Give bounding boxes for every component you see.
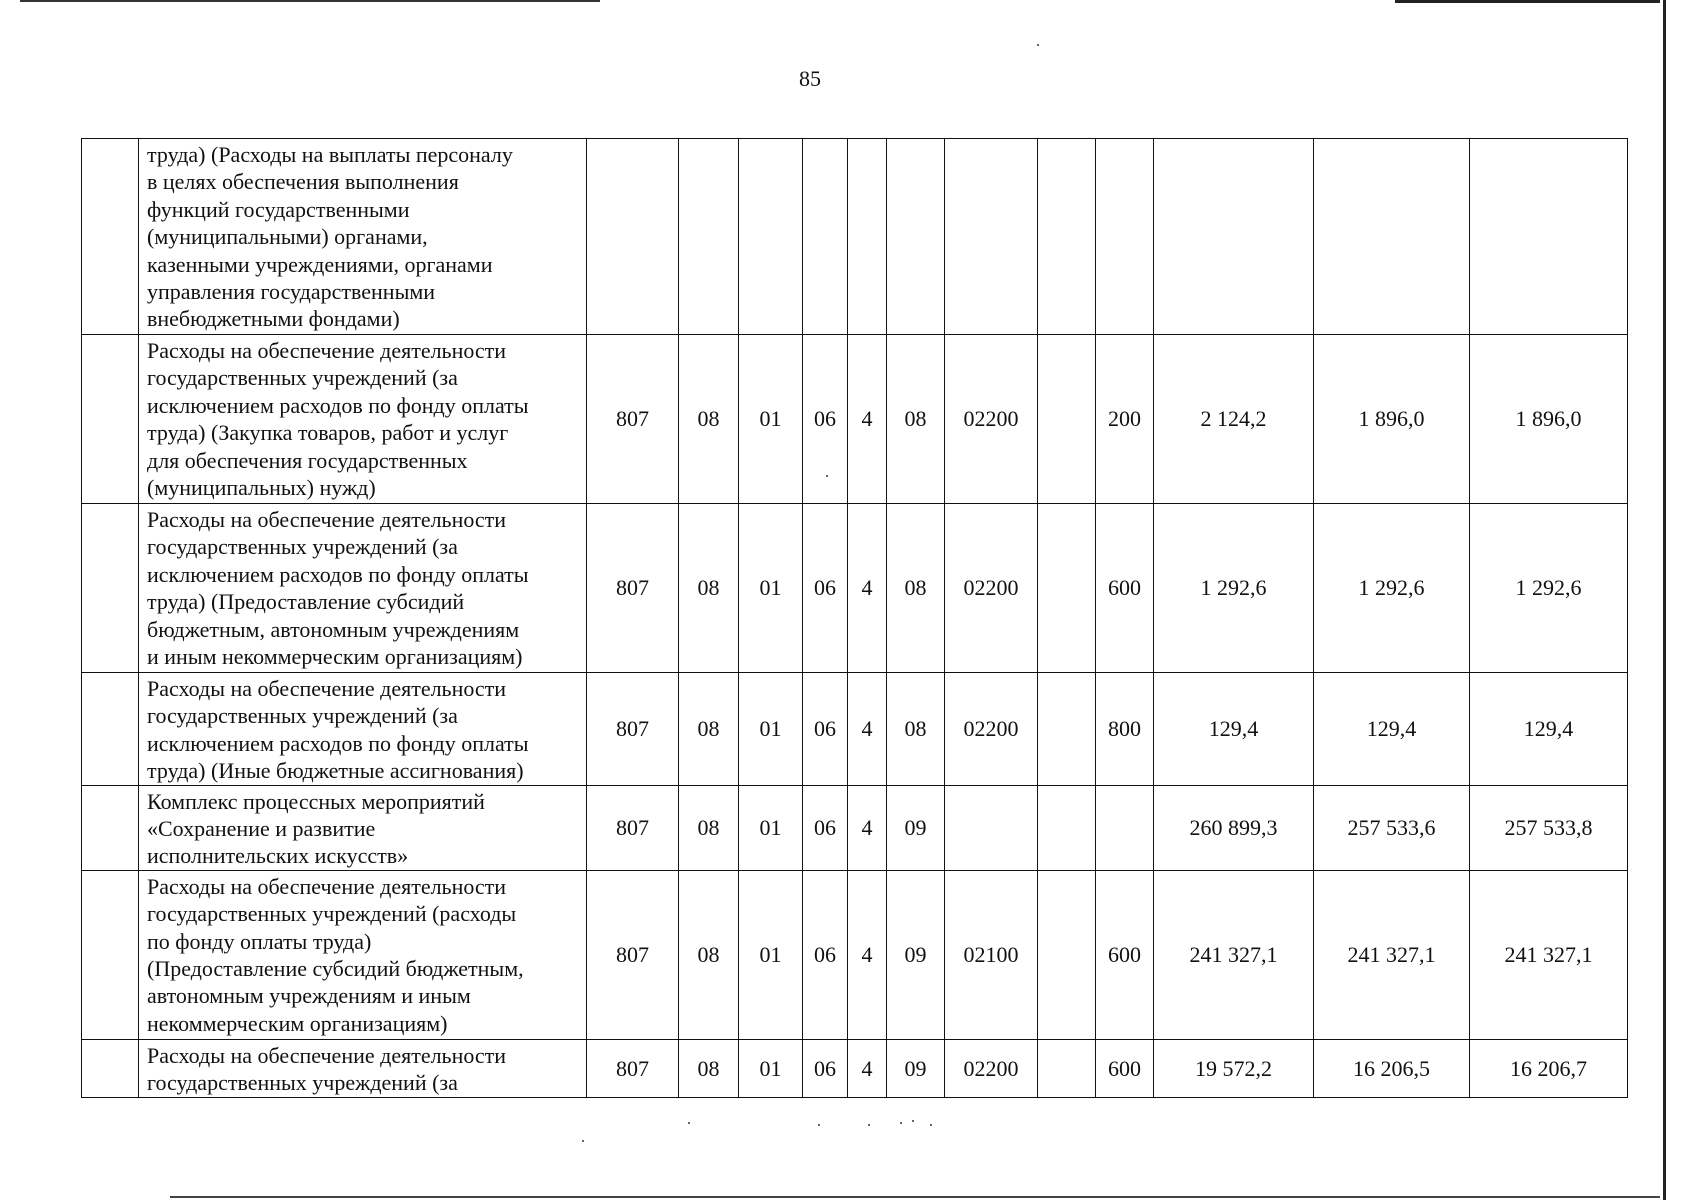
budget-table (81, 138, 1628, 1098)
code-cell: 08 (679, 1039, 739, 1097)
code-cell: 600 (1096, 870, 1154, 1039)
code-cell: 06 (803, 504, 848, 673)
amount-cell: 1 292,6 (1314, 504, 1470, 673)
code-cell: 06 (803, 870, 848, 1039)
row-number-cell (82, 785, 139, 870)
code-cell: 09 (887, 1039, 945, 1097)
code-cell: 807 (587, 673, 679, 786)
code-cell: 4 (848, 335, 887, 504)
code-cell: 02200 (945, 335, 1038, 504)
amount-cell: 257 533,6 (1314, 785, 1470, 870)
scan-speck (912, 1120, 914, 1122)
amount-cell: 257 533,8 (1470, 785, 1628, 870)
code-cell: 02200 (945, 504, 1038, 673)
amount-cell: 241 327,1 (1470, 870, 1628, 1039)
table-row (82, 1039, 1628, 1097)
amount-cell: 241 327,1 (1154, 870, 1314, 1039)
description-cell: Расходы на обеспечение деятельности государственных учреждений (за исключением расходов по фонду оплаты труда) (Закупка товаров, работ и услуг для обеспечения государственных (муниципальных) нужд) (139, 335, 587, 504)
scan-edge-top-left (20, 0, 600, 2)
code-cell: 01 (739, 870, 803, 1039)
amount-cell: 1 896,0 (1470, 335, 1628, 504)
code-cell (1038, 785, 1096, 870)
code-cell: 01 (739, 335, 803, 504)
code-cell: 08 (679, 673, 739, 786)
description-cell: Комплекс процессных мероприятий «Сохранение и развитие исполнительских искусств» (139, 785, 587, 870)
description-cell: труда) (Расходы на выплаты персоналу в целях обеспечения выполнения функций государственными (муниципальными) органами, казенными учреждениями, органами управления государственными внебюджетными фондами) (139, 139, 587, 335)
scan-edge-right (1663, 0, 1666, 1200)
scan-speck (900, 1122, 902, 1124)
scan-speck (688, 1122, 690, 1124)
code-cell: 807 (587, 785, 679, 870)
row-number-cell (82, 335, 139, 504)
amount-cell (1314, 139, 1470, 335)
table-row (82, 870, 1628, 1039)
amount-cell: 2 124,2 (1154, 335, 1314, 504)
code-cell: 09 (887, 785, 945, 870)
code-cell (1096, 139, 1154, 335)
code-cell: 4 (848, 1039, 887, 1097)
scan-speck (868, 1124, 870, 1126)
code-cell (945, 785, 1038, 870)
row-number-cell (82, 1039, 139, 1097)
code-cell: 08 (679, 335, 739, 504)
code-cell: 08 (887, 504, 945, 673)
table-row (82, 139, 1628, 335)
code-cell: 08 (887, 335, 945, 504)
code-cell (1096, 785, 1154, 870)
table-row (82, 504, 1628, 673)
amount-cell: 16 206,5 (1314, 1039, 1470, 1097)
code-cell: 01 (739, 673, 803, 786)
code-cell: 800 (1096, 673, 1154, 786)
description-cell: Расходы на обеспечение деятельности государственных учреждений (за (139, 1039, 587, 1097)
scan-speck (930, 1124, 932, 1126)
code-cell: 01 (739, 785, 803, 870)
code-cell (848, 139, 887, 335)
code-cell: 02100 (945, 870, 1038, 1039)
code-cell: 807 (587, 504, 679, 673)
code-cell: 02200 (945, 673, 1038, 786)
amount-cell: 129,4 (1154, 673, 1314, 786)
row-number-cell (82, 504, 139, 673)
code-cell (587, 139, 679, 335)
page-number: 85 (799, 66, 821, 91)
amount-cell: 241 327,1 (1314, 870, 1470, 1039)
code-cell: 4 (848, 870, 887, 1039)
code-cell: 200 (1096, 335, 1154, 504)
description-cell: Расходы на обеспечение деятельности государственных учреждений (расходы по фонду оплаты труда) (Предоставление субсидий бюджетным, автономным учреждениям и иным некоммерческим организациям) (139, 870, 587, 1039)
code-cell: 08 (679, 785, 739, 870)
code-cell: 06 (803, 1039, 848, 1097)
code-cell: 807 (587, 870, 679, 1039)
description-cell: Расходы на обеспечение деятельности государственных учреждений (за исключением расходов по фонду оплаты труда) (Иные бюджетные ассигнования) (139, 673, 587, 786)
code-cell: 08 (679, 870, 739, 1039)
code-cell: 01 (739, 504, 803, 673)
amount-cell: 16 206,7 (1470, 1039, 1628, 1097)
code-cell: 06 (803, 785, 848, 870)
code-cell: 600 (1096, 504, 1154, 673)
code-cell (1038, 139, 1096, 335)
table-row (82, 785, 1628, 870)
description-cell: Расходы на обеспечение деятельности государственных учреждений (за исключением расходов по фонду оплаты труда) (Предоставление субсидий бюджетным, автономным учреждениям и иным некоммерческим организациям) (139, 504, 587, 673)
code-cell: 06 (803, 335, 848, 504)
code-cell: 01 (739, 1039, 803, 1097)
amount-cell: 260 899,3 (1154, 785, 1314, 870)
scan-edge-bottom (170, 1196, 1660, 1198)
table-row (82, 673, 1628, 786)
code-cell: 08 (887, 673, 945, 786)
code-cell (739, 139, 803, 335)
row-number-cell (82, 673, 139, 786)
table-row (82, 335, 1628, 504)
amount-cell: 129,4 (1470, 673, 1628, 786)
code-cell (803, 139, 848, 335)
code-cell: 08 (679, 504, 739, 673)
amount-cell: 1 896,0 (1314, 335, 1470, 504)
code-cell: 02200 (945, 1039, 1038, 1097)
code-cell: 06 (803, 673, 848, 786)
scan-speck (818, 1124, 820, 1126)
amount-cell: 1 292,6 (1154, 504, 1314, 673)
scan-edge-top-right (1395, 0, 1660, 3)
code-cell: 4 (848, 504, 887, 673)
code-cell (1038, 870, 1096, 1039)
scan-speck (582, 1140, 584, 1142)
code-cell (1038, 504, 1096, 673)
code-cell (1038, 1039, 1096, 1097)
code-cell: 807 (587, 335, 679, 504)
amount-cell: 19 572,2 (1154, 1039, 1314, 1097)
code-cell (887, 139, 945, 335)
scan-speck (1037, 44, 1039, 46)
code-cell: 4 (848, 673, 887, 786)
amount-cell (1470, 139, 1628, 335)
amount-cell: 1 292,6 (1470, 504, 1628, 673)
amount-cell: 129,4 (1314, 673, 1470, 786)
row-number-cell (82, 139, 139, 335)
row-number-cell (82, 870, 139, 1039)
code-cell: 4 (848, 785, 887, 870)
code-cell (1038, 335, 1096, 504)
code-cell: 807 (587, 1039, 679, 1097)
code-cell (679, 139, 739, 335)
code-cell (1038, 673, 1096, 786)
amount-cell (1154, 139, 1314, 335)
code-cell: 09 (887, 870, 945, 1039)
code-cell (945, 139, 1038, 335)
code-cell: 600 (1096, 1039, 1154, 1097)
